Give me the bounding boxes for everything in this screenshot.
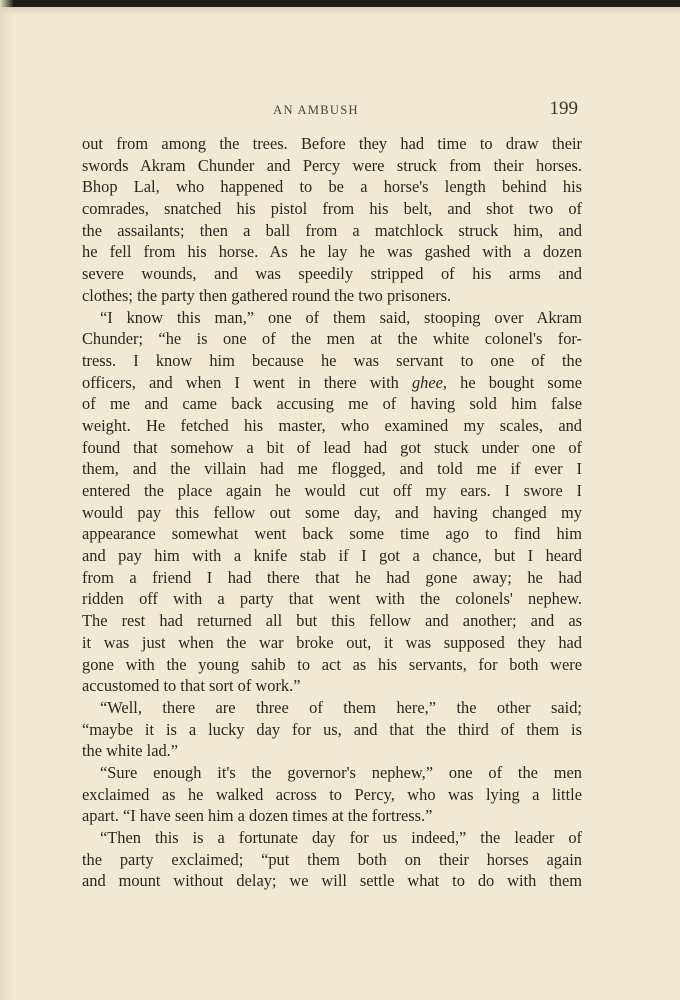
text-line: “I know this man,” one of them said, stooping over Akram	[100, 307, 582, 327]
text-line: the white lad.”	[82, 741, 179, 761]
text-line: Bhop Lal, who happened to be a horse's length behind his	[82, 177, 582, 197]
text-line: apart. “I have seen him a dozen times at the fortress.”	[82, 806, 433, 826]
text-line: exclaimed as he walked across to Percy, who was lying a little	[82, 784, 582, 804]
text-line: appearance somewhat went back some time ago to find him	[82, 524, 582, 544]
text-line: the assailants; then a ball from a matchlock struck him, and	[82, 220, 582, 240]
text-line: swords Akram Chunder and Percy were struck from their horses.	[82, 155, 582, 175]
text-line: gone with the young sahib to act as his servants, for both were	[82, 654, 582, 674]
text-line: it was just when the war broke out, it was supposed they had	[82, 632, 582, 652]
running-title: AN AMBUSH	[273, 103, 359, 117]
text-line: The rest had returned all but this fellow and another; and as	[82, 611, 582, 631]
page-header	[82, 99, 580, 123]
text-line: and mount without delay; we will settle what to do with them	[82, 871, 582, 891]
text-line: officers, and when I went in there with ghee, he bought some	[82, 372, 582, 392]
body-text	[82, 133, 582, 892]
text-line: weight. He fetched his master, who examined my scales, and	[82, 415, 582, 435]
text-line: severe wounds, and was speedily stripped of his arms and	[82, 264, 582, 284]
text-line: of me and came back accusing me of having sold him false	[82, 394, 582, 414]
text-line: “Then this is a fortunate day for us indeed,” the leader of	[100, 828, 582, 847]
text-line: them, and the villain had me flogged, and told me if ever I	[82, 459, 582, 479]
text-line: Chunder; “he is one of the men at the white colonel's for-	[82, 329, 582, 349]
text-line: accustomed to that sort of work.”	[82, 676, 301, 696]
text-line: the party exclaimed; “put them both on their horses again	[82, 849, 582, 869]
page-gutter-shade	[0, 0, 14, 1000]
text-line: “Sure enough it's the governor's nephew,” one of the men	[100, 762, 582, 782]
text-line: clothes; the party then gathered round the two prisoners.	[82, 285, 452, 305]
text-line: out from among the trees. Before they had time to draw their	[82, 134, 582, 153]
text-line: from a friend I had there that he had gone away; he had	[82, 567, 582, 587]
text-line: he fell from his horse. As he lay he was gashed with a dozen	[82, 242, 582, 262]
page-top-edge	[0, 0, 680, 7]
text-line: comrades, snatched his pistol from his belt, and shot two of	[82, 199, 582, 219]
text-line: and pay him with a knife stab if I got a chance, but I heard	[82, 546, 582, 566]
text-line: would pay this fellow out some day, and having changed my	[82, 502, 582, 522]
text-line: found that somehow a bit of lead had got stuck under one of	[82, 437, 582, 457]
text-line: ridden off with a party that went with the colonels' nephew.	[82, 589, 582, 609]
italic-word: ghee	[411, 372, 443, 392]
page-number: 199	[549, 98, 578, 119]
text-line: tress. I know him because he was servant to one of the	[82, 350, 582, 370]
text-line: “maybe it is a lucky day for us, and that the third of them is	[82, 719, 582, 739]
text-line: entered the place again he would cut off my ears. I swore I	[82, 481, 582, 500]
text-line: “Well, there are three of them here,” the other said;	[100, 697, 582, 717]
page-top-shadow	[0, 7, 680, 15]
